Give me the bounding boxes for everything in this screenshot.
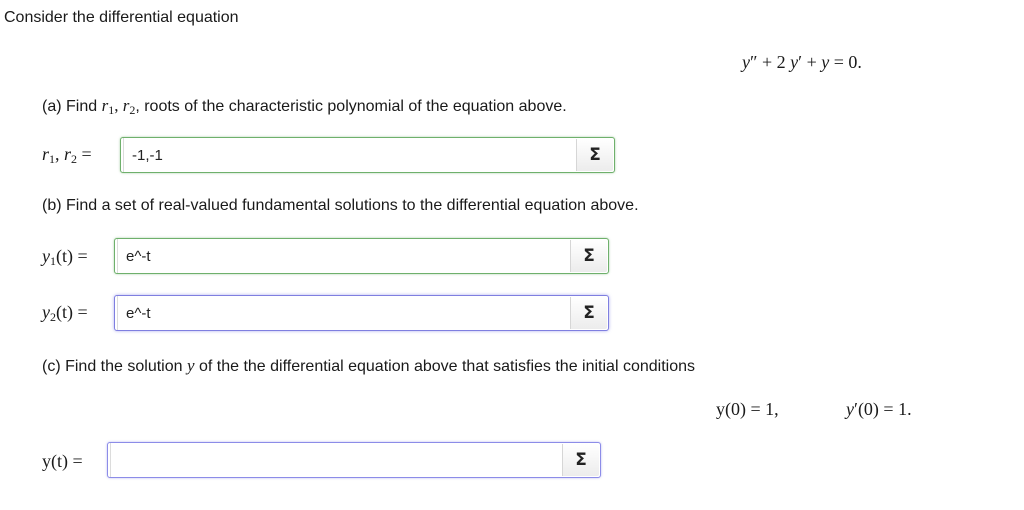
solution-answer-value[interactable] (110, 443, 562, 477)
part-c-prompt (42, 356, 695, 376)
intro-text: Consider the differential equation (4, 9, 239, 26)
initial-condition-2: y′(0) = 1. (846, 399, 912, 419)
roots-answer-value[interactable]: -1,-1 (123, 138, 576, 172)
solution-label: y(t) = (42, 451, 83, 471)
eq-prime: ′ (798, 52, 803, 72)
eq-y-term: y (790, 52, 799, 72)
sigma-icon: Σ (575, 450, 587, 470)
y1-answer-value[interactable]: e^-t (117, 239, 570, 273)
sigma-icon: Σ (589, 145, 601, 165)
differential-equation (742, 52, 862, 73)
y1-label: $y_1(t)$ = (42, 246, 88, 268)
y1-answer-field[interactable] (114, 238, 609, 274)
sigma-icon: Σ (583, 246, 595, 266)
sigma-icon: Σ (583, 303, 595, 323)
eq-y-term: y (742, 52, 750, 72)
part-c-prompt-prefix: (c) Find the solution (42, 358, 183, 375)
part-a-prompt-prefix: (a) Find (42, 98, 98, 115)
y2-equation-editor-button[interactable] (570, 297, 607, 329)
part-a-answer-label: $r_1$, $r_2$ = (42, 144, 92, 166)
part-c-prompt-suffix: of the the differential equation above that satisfies the initial conditions (198, 358, 695, 375)
part-a-roots-symbol: $r_1$, $r_2$ (101, 96, 136, 117)
part-a-prompt (42, 96, 567, 118)
eq-plus-2: + 2 (762, 52, 786, 72)
initial-condition-1: y(0) = 1, (716, 399, 779, 419)
y2-label: $y_2(t)$ = (42, 302, 88, 324)
eq-plus: + (806, 52, 817, 72)
eq-rhs: = 0. (833, 52, 862, 72)
part-b-prompt: (b) Find a set of real-valued fundamental solutions to the differential equation above. (42, 197, 639, 214)
part-a-prompt-suffix: , roots of the characteristic polynomial of the equation above. (135, 98, 567, 115)
roots-answer-field[interactable] (120, 137, 615, 173)
eq-y-term: y (821, 52, 830, 72)
y1-equation-editor-button[interactable] (570, 240, 607, 272)
eq-double-prime: ″ (750, 52, 758, 72)
part-c-prompt-var: y (186, 356, 195, 375)
roots-equation-editor-button[interactable] (576, 139, 613, 171)
solution-answer-field[interactable] (107, 442, 601, 478)
y2-answer-field[interactable] (114, 295, 609, 331)
y2-answer-value[interactable]: e^-t (117, 296, 570, 330)
solution-equation-editor-button[interactable] (562, 444, 599, 476)
